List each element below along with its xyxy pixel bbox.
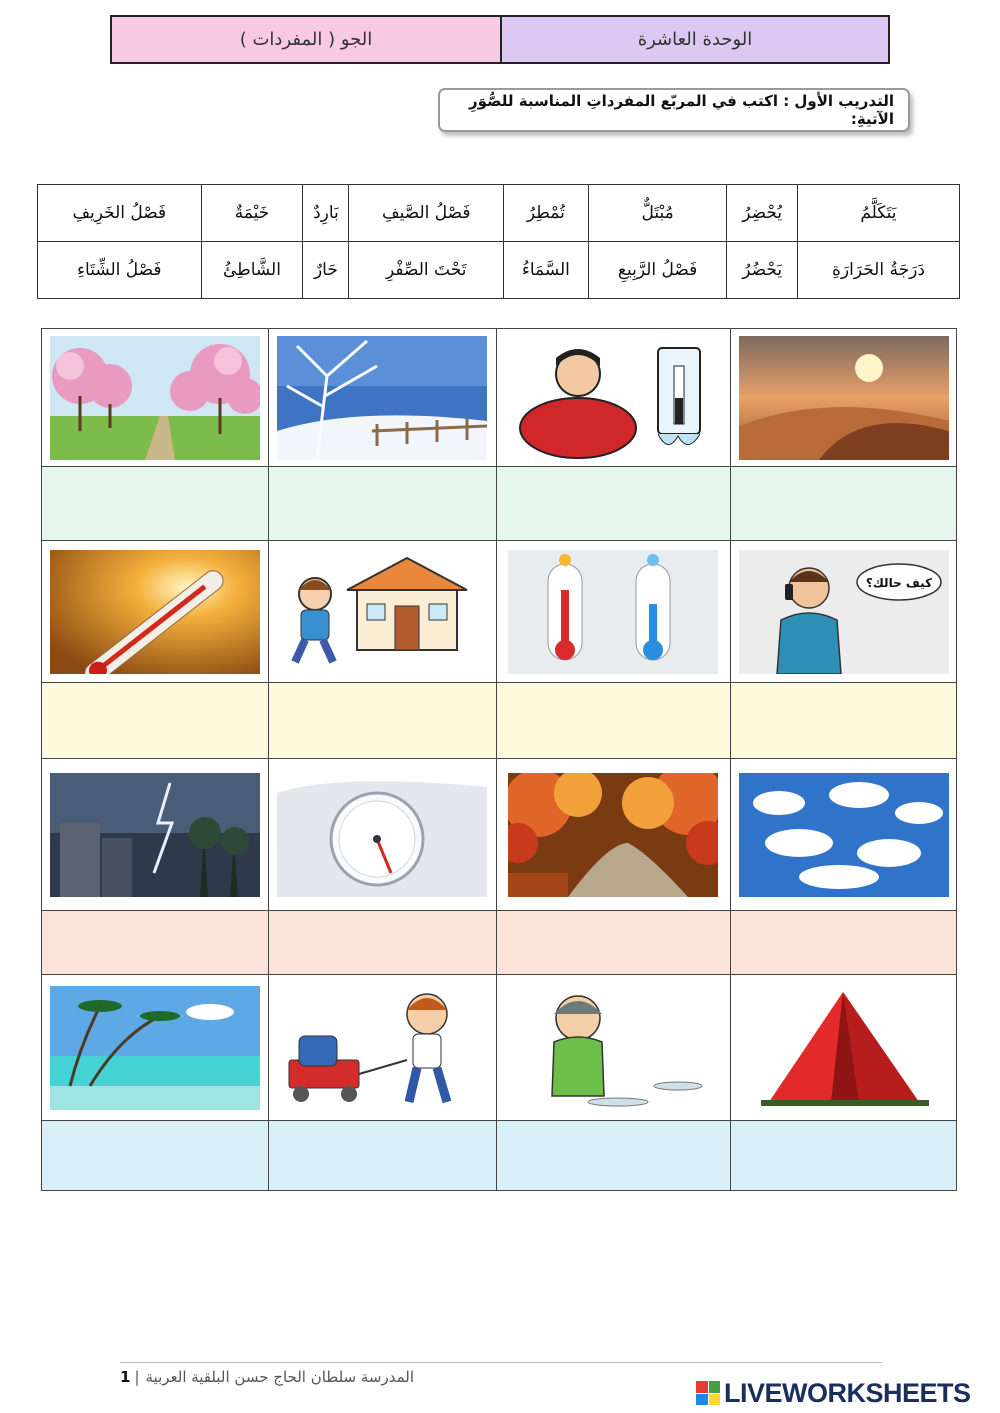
answer-box[interactable] [731, 683, 957, 759]
vocabulary-row [38, 185, 960, 242]
vocab-word[interactable]: تَحْتَ الصِّفْرِ [349, 242, 504, 299]
answer-box[interactable] [496, 1121, 731, 1191]
exercise-instruction: التدريب الأول : اكتب في المربّع المفرداتِ المناسبة للصُّوَرِ الآتيةِ: [438, 88, 910, 132]
answer-box[interactable] [42, 1121, 269, 1191]
speech-bubble-text: كيف حالك؟ [865, 575, 932, 590]
boy-pulling-wagon-picture [277, 986, 487, 1110]
answer-row [42, 683, 957, 759]
vocab-word[interactable]: فَصْلُ الصَّيفِ [349, 185, 504, 242]
blue-sky-clouds-picture [739, 773, 949, 897]
answer-box[interactable] [268, 911, 496, 975]
picture-row [42, 975, 957, 1121]
answer-box[interactable] [268, 1121, 496, 1191]
school-name: المدرسة سلطان الحاج حسن البلقية العربية [145, 1368, 415, 1386]
picture-cell [731, 329, 957, 467]
vocab-word[interactable]: تُمْطِرُ [504, 185, 589, 242]
answer-box[interactable] [42, 467, 269, 541]
picture-row [42, 329, 957, 467]
picture-row [42, 541, 957, 683]
answer-box[interactable] [42, 683, 269, 759]
picture-cell [731, 975, 957, 1121]
answer-row [42, 911, 957, 975]
answer-box[interactable] [731, 467, 957, 541]
vocab-word[interactable]: مُبْتَلٌّ [588, 185, 727, 242]
hot-sun-thermometer-picture [50, 550, 260, 674]
unit-title: الوحدة العاشرة [502, 17, 888, 62]
vocab-word[interactable]: دَرَجَةُ الحَرَارَةِ [797, 242, 959, 299]
answer-box[interactable] [42, 911, 269, 975]
picture-cell [42, 975, 269, 1121]
picture-cell [42, 541, 269, 683]
picture-cell [496, 975, 731, 1121]
spring-cherry-trees-picture [50, 336, 260, 460]
boy-talking-phone-picture [739, 550, 949, 674]
answer-box[interactable] [496, 911, 731, 975]
page-footer [120, 1366, 620, 1388]
vocab-word[interactable]: الشَّاطِئُ [201, 242, 303, 299]
picture-cell [42, 759, 269, 911]
liveworksheets-brand[interactable] [696, 1376, 996, 1410]
answer-box[interactable] [496, 683, 731, 759]
vocab-word[interactable]: فَصْلُ الخَرِيفِ [38, 185, 202, 242]
vocab-word[interactable]: خَيْمَةٌ [201, 185, 303, 242]
picture-cell [731, 541, 957, 683]
vocab-word[interactable]: السَّمَاءُ [504, 242, 589, 299]
vocab-word[interactable]: يَحْضُرُ [727, 242, 797, 299]
vocab-word[interactable]: يُحْضِرُ [727, 185, 797, 242]
desert-sunset-picture [739, 336, 949, 460]
vocab-word[interactable]: فَصْلُ الرَّبِيعِ [588, 242, 727, 299]
unit-header [110, 15, 890, 64]
thermometers-f-c-picture [508, 550, 718, 674]
wet-boy-puddle-picture [508, 986, 718, 1110]
vocab-word[interactable]: فَصْلُ الشِّتَاءِ [38, 242, 202, 299]
picture-cell [268, 541, 496, 683]
picture-cell [731, 759, 957, 911]
picture-cell [496, 759, 731, 911]
cold-man-thermometer-picture [508, 336, 718, 460]
picture-cell [496, 541, 731, 683]
vocab-word[interactable]: حَارٌ [303, 242, 349, 299]
footer-separator: | [134, 1368, 140, 1386]
picture-cell [268, 329, 496, 467]
vocab-word[interactable]: يَتَكَلَّمُ [797, 185, 959, 242]
picture-cell [268, 975, 496, 1121]
answer-box[interactable] [731, 911, 957, 975]
page-number: 1 [120, 1368, 131, 1386]
answer-row [42, 1121, 957, 1191]
liveworksheets-logo-icon [696, 1381, 720, 1405]
autumn-forest-road-picture [508, 773, 718, 897]
red-tent-picture [739, 986, 949, 1110]
answer-box[interactable] [496, 467, 731, 541]
vocabulary-table [37, 184, 960, 299]
answer-row [42, 467, 957, 541]
footer-divider [120, 1362, 882, 1363]
answer-box[interactable] [268, 467, 496, 541]
answer-box[interactable] [731, 1121, 957, 1191]
boy-arriving-house-picture [277, 550, 487, 674]
picture-answer-grid [41, 328, 957, 1191]
snowy-winter-tree-picture [277, 336, 487, 460]
frozen-thermometer-picture [277, 773, 487, 897]
answer-box[interactable] [268, 683, 496, 759]
topic-title: الجو ( المفردات ) [112, 17, 502, 62]
picture-cell [268, 759, 496, 911]
vocab-word[interactable]: بَارِدٌ [303, 185, 349, 242]
picture-cell [42, 329, 269, 467]
brand-name: LIVEWORKSHEETS [724, 1377, 971, 1408]
lightning-storm-picture [50, 773, 260, 897]
tropical-beach-picture [50, 986, 260, 1110]
vocabulary-row [38, 242, 960, 299]
picture-row [42, 759, 957, 911]
picture-cell [496, 329, 731, 467]
